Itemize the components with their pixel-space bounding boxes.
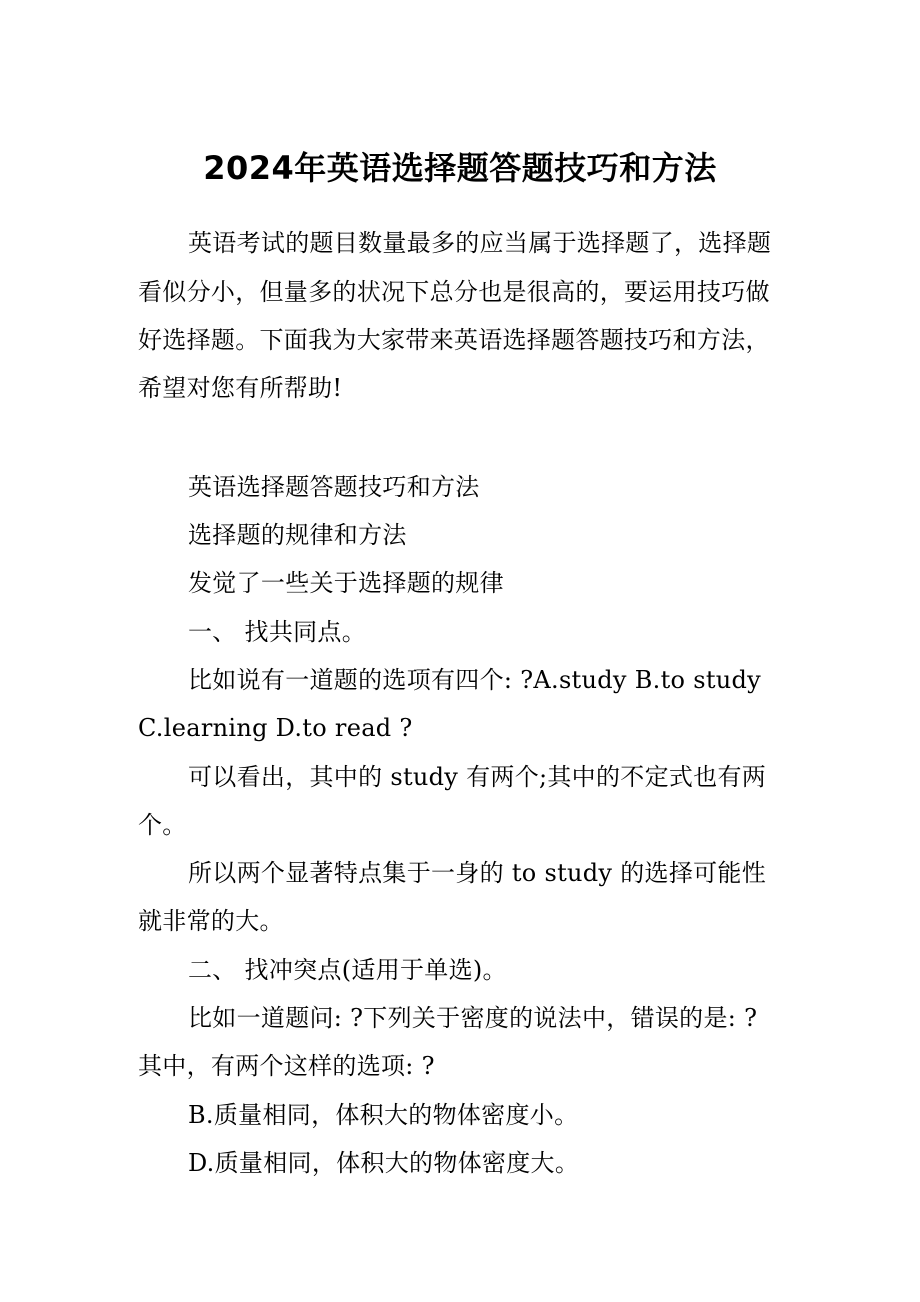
rules-intro: 发觉了一些关于选择题的规律 <box>188 569 504 597</box>
explanation-one-line-1: 可以看出，其中的 study 有两个;其中的不定式也有两 <box>188 763 767 791</box>
example-one-line-2: C.learning D.to read ? <box>138 714 413 742</box>
option-b: B.质量相同，体积大的物体密度小。 <box>188 1101 579 1129</box>
conclusion-one-line-1: 所以两个显著特点集于一身的 to study 的选择可能性 <box>188 859 767 887</box>
subsection-heading: 选择题的规律和方法 <box>188 521 407 549</box>
example-one-line-1: 比如说有一道题的选项有四个: ?A.study B.to study <box>188 666 762 694</box>
option-d: D.质量相同，体积大的物体密度大。 <box>188 1149 580 1177</box>
intro-paragraph-line-3: 好选择题。下面我为大家带来英语选择题答题技巧和方法， <box>138 326 770 354</box>
point-one-heading: 一、 找共同点。 <box>188 618 367 646</box>
intro-paragraph-line-2: 看似分小，但量多的状况下总分也是很高的，要运用技巧做 <box>138 278 770 306</box>
example-two-line-2: 其中，有两个这样的选项: ? <box>138 1052 435 1080</box>
conclusion-one-line-2: 就非常的大。 <box>138 907 284 935</box>
section-heading: 英语选择题答题技巧和方法 <box>188 473 480 501</box>
intro-paragraph-line-1: 英语考试的题目数量最多的应当属于选择题了，选择题 <box>188 229 772 257</box>
example-two-line-1: 比如一道题问: ?下列关于密度的说法中，错误的是: ? <box>188 1004 758 1032</box>
intro-paragraph-line-4: 希望对您有所帮助! <box>138 374 343 402</box>
document-title: 2024年英语选择题答题技巧和方法 <box>203 149 717 187</box>
explanation-one-line-2: 个。 <box>138 811 187 839</box>
point-two-heading: 二、 找冲突点(适用于单选)。 <box>188 956 507 984</box>
